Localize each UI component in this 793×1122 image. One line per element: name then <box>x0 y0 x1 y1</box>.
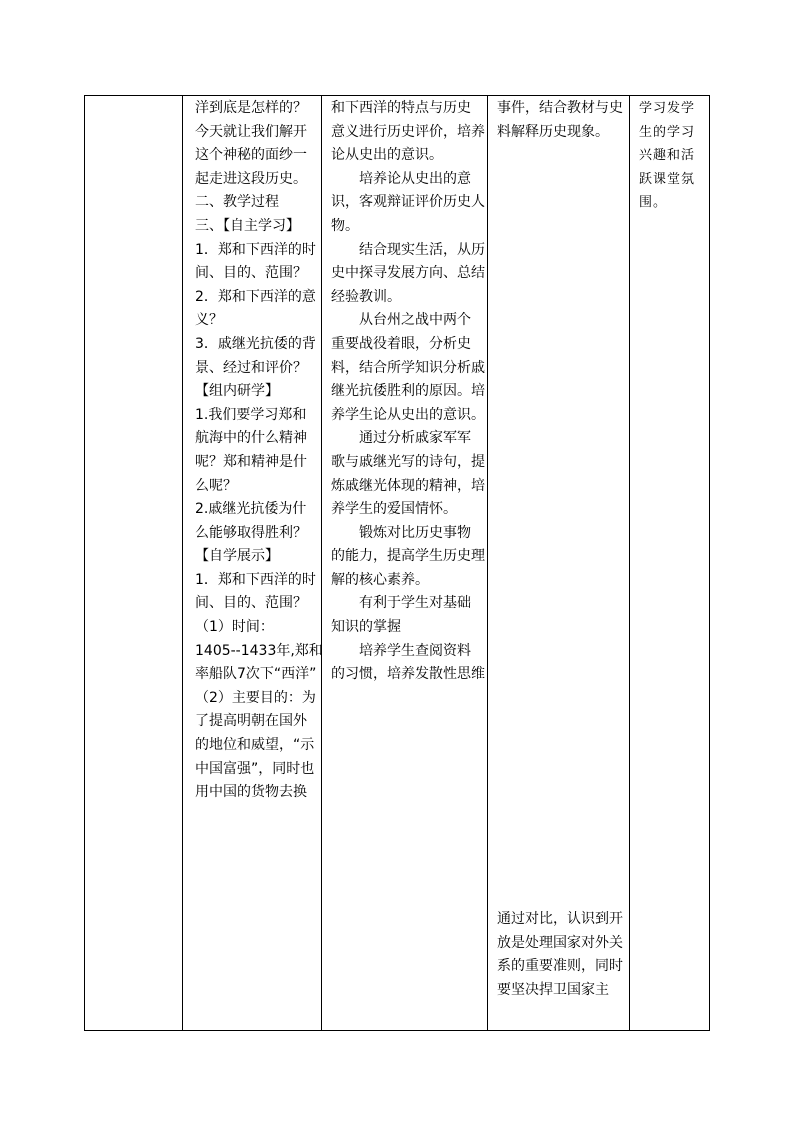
teaching-content-line: 1.我们要学习郑和 <box>195 406 307 423</box>
teaching-content-line: 洋到底是怎样的？ <box>195 100 307 116</box>
teaching-content-line: 1．郑和下西洋的时 <box>195 241 316 258</box>
student-activity-line: 系的重要准则，同时 <box>497 958 623 975</box>
design-intent-line: 养学生的爱国情怀。 <box>331 501 457 518</box>
teaching-content-line: 用中国的货物去换 <box>195 784 307 801</box>
purpose-line: 围。 <box>639 195 668 211</box>
design-intent-line: 识，客观辩证评价历史人 <box>331 194 485 211</box>
design-intent-line: 料，结合所学知识分析戚 <box>331 359 485 376</box>
design-intent-line: 知识的掌握 <box>331 619 401 636</box>
teaching-content-line: 率船队7次下“西洋” <box>195 666 317 683</box>
column-divider <box>182 96 183 1030</box>
teaching-content-line: 1．郑和下西洋的时 <box>195 571 316 588</box>
teaching-content-line: 间、目的、范围？ <box>195 265 307 282</box>
lesson-plan-table <box>84 95 710 1031</box>
teaching-content-line: 了提高明朝在国外 <box>195 713 307 730</box>
teaching-content-line: 二、教学过程 <box>195 194 279 211</box>
purpose-cell <box>634 96 711 215</box>
design-intent-text <box>331 97 492 687</box>
teaching-content-line: 2．郑和下西洋的意 <box>195 288 316 305</box>
design-intent-line: 经验教训。 <box>331 288 401 305</box>
teaching-content-line: 航海中的什么精神 <box>195 430 307 447</box>
design-intent-line: 炼戚继光体现的精神，培 <box>331 477 485 494</box>
design-intent-line: 继光抗倭胜利的原因。培 <box>331 383 485 400</box>
design-intent-line: 论从史出的意识。 <box>331 147 443 164</box>
design-intent-cell <box>326 96 492 687</box>
teaching-content-line: 2.戚继光抗倭为什 <box>195 501 307 518</box>
purpose-text <box>639 97 711 215</box>
design-intent-line: 锻炼对比历史事物 <box>359 524 471 541</box>
teaching-content-line: 起走进这段历史。 <box>195 170 307 187</box>
design-intent-line: 意义进行历史评价，培养 <box>331 123 485 140</box>
teaching-content-text <box>195 97 329 805</box>
teaching-content-line: 中国富强”，同时也 <box>195 760 315 777</box>
design-intent-line: 有利于学生对基础 <box>359 595 471 612</box>
design-intent-line: 的能力，提高学生历史理 <box>331 548 485 565</box>
teaching-content-line: 今天就让我们解开 <box>195 123 307 140</box>
student-activity-line: 料解释历史现象。 <box>497 123 609 140</box>
teaching-content-line: 么能够取得胜利？ <box>195 524 307 541</box>
teaching-content-line: 【自学展示】 <box>195 548 279 565</box>
purpose-line: 兴趣和活 <box>639 148 696 164</box>
design-intent-line: 歌与戚继光写的诗句，提 <box>331 453 485 470</box>
student-activity-text-top <box>497 97 634 144</box>
design-intent-line: 养学生论从史出的意识。 <box>331 406 485 423</box>
design-intent-line: 和下西洋的特点与历史 <box>331 100 471 116</box>
teaching-content-line: 【组内研学】 <box>195 383 279 400</box>
teaching-content-line: 3．戚继光抗倭的背 <box>195 335 316 352</box>
design-intent-line: 史中探寻发展方向、总结 <box>331 265 485 282</box>
student-activity-line: 事件，结合教材与史 <box>497 100 623 116</box>
teaching-content-line: 1405--1433年,郑和 <box>195 642 323 659</box>
design-intent-line: 通过分析戚家军军 <box>359 430 471 447</box>
student-activity-text-bottom <box>492 908 623 1002</box>
design-intent-line: 重要战役着眼，分析史 <box>331 335 471 352</box>
student-activity-line: 放是处理国家对外关 <box>497 934 623 951</box>
teaching-content-line: 的地位和威望，“示 <box>195 737 315 754</box>
teaching-content-line: 义？ <box>195 312 223 329</box>
purpose-line: 生的学习 <box>639 124 696 140</box>
student-activity-line: 要坚决捍卫国家主 <box>497 981 609 998</box>
student-activity-line: 通过对比，认识到开 <box>497 911 623 927</box>
teaching-content-line: 呢？郑和精神是什 <box>195 453 307 470</box>
design-intent-line: 的习惯，培养发散性思维 <box>331 666 485 683</box>
design-intent-line: 结合现实生活，从历 <box>359 241 485 258</box>
design-intent-line: 解的核心素养。 <box>331 571 429 588</box>
design-intent-line: 从台州之战中两个 <box>359 312 471 329</box>
purpose-line: 跃课堂氛 <box>639 171 696 187</box>
purpose-line: 学习发学 <box>639 101 696 116</box>
teaching-content-line: 间、目的、范围？ <box>195 595 307 612</box>
design-intent-line: 培养论从史出的意 <box>359 170 471 187</box>
teaching-content-line: （2）主要目的：为 <box>195 689 316 706</box>
student-activity-cell <box>492 96 634 1030</box>
teaching-content-line: 三、【自主学习】 <box>195 217 300 234</box>
teaching-content-cell <box>189 96 329 805</box>
teaching-content-line: 么呢？ <box>195 477 237 494</box>
teaching-content-line: （1）时间： <box>195 619 274 636</box>
teaching-content-line: 这个神秘的面纱一 <box>195 147 307 164</box>
teaching-content-line: 景、经过和评价？ <box>195 359 307 376</box>
design-intent-line: 物。 <box>331 217 359 234</box>
design-intent-line: 培养学生查阅资料 <box>359 642 471 659</box>
